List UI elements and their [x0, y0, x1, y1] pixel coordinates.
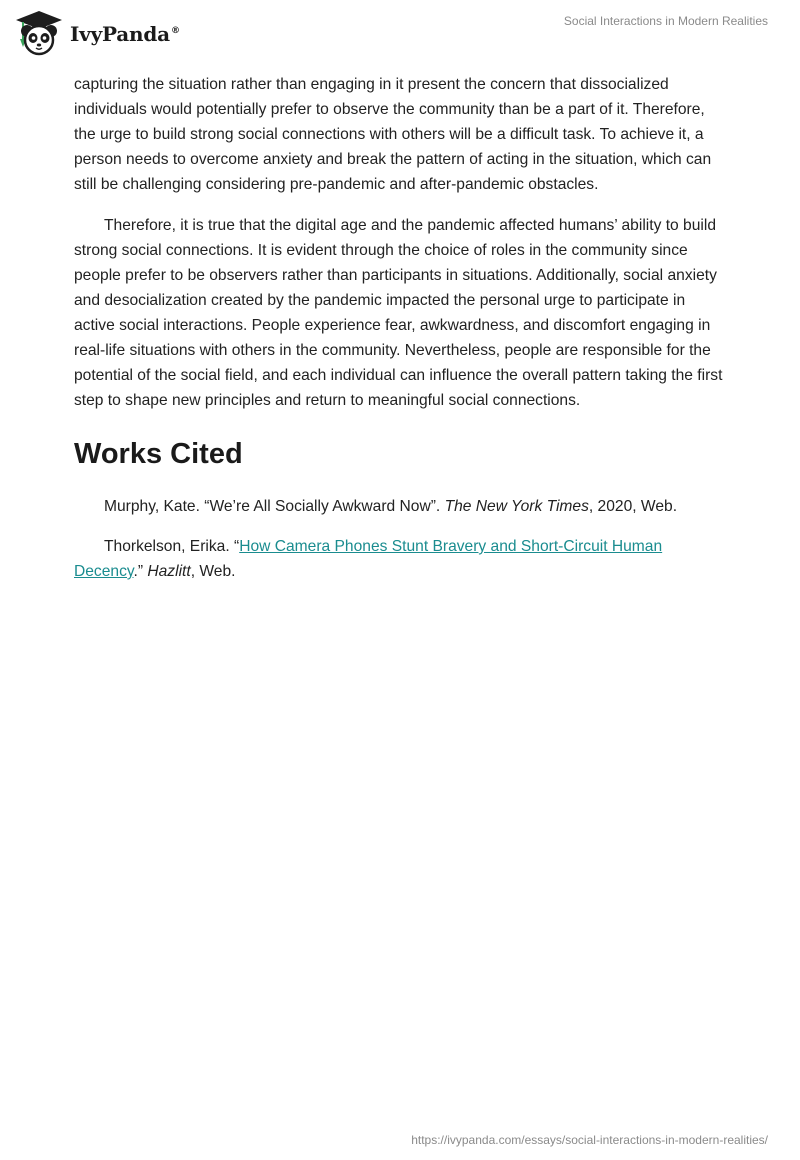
citation-item	[74, 494, 726, 519]
citation-source: Hazlitt	[147, 563, 191, 580]
citation-source: The New York Times	[444, 498, 589, 515]
body-paragraph: capturing the situation rather than engaging in it present the concern that dissocialized individuals would potentially prefer to observe the community than be a part of it. Therefore, the urge to build strong social connections with others will be a difficult task. To achieve it, a person needs to overcome anxiety and break the pattern of acting in the situation, which can still be challenging considering pre-pandemic and after-pandemic obstacles.	[74, 76, 712, 193]
document-title: Social Interactions in Modern Realities	[563, 14, 768, 28]
citation-text: Thorkelson, Erika. “	[104, 538, 240, 555]
ivypanda-logo[interactable]	[14, 8, 180, 58]
essay-content	[74, 72, 726, 584]
registered-mark: ®	[170, 26, 180, 37]
citation-item	[74, 534, 726, 584]
citation-text: , 2020, Web.	[588, 498, 678, 515]
works-cited-heading: Works Cited	[74, 438, 243, 470]
citation-text: Murphy, Kate. “We’re All Socially Awkward Now”.	[104, 498, 445, 515]
panda-graduate-icon	[14, 9, 64, 57]
body-paragraph: Therefore, it is true that the digital age and the pandemic affected humans’ ability to build strong social connections. It is evident through the choice of roles in the community since people prefer to be observers rather than participants in situations. Additionally, social anxiety and desocialization created by the pandemic impacted the personal urge to participate in active social interactions. People experience fear, awkwardness, and discomfort engaging in real-life situations with others in the community. Nevertheless, people are responsible for the potential of the social field, and each individual can influence the overall pattern taking the first step to shape new principles and return to meaningful social connections.	[74, 217, 723, 409]
citation-link[interactable]: How Camera Phones Stunt Bravery and Short-Circuit Human Decency	[74, 538, 663, 580]
citation-text: , Web.	[190, 563, 236, 580]
footer-url: https://ivypanda.com/essays/social-interactions-in-modern-realities/	[411, 1133, 768, 1147]
page-header	[0, 0, 800, 70]
brand-name: IvyPanda®	[70, 22, 180, 46]
citation-text: .”	[133, 563, 148, 580]
